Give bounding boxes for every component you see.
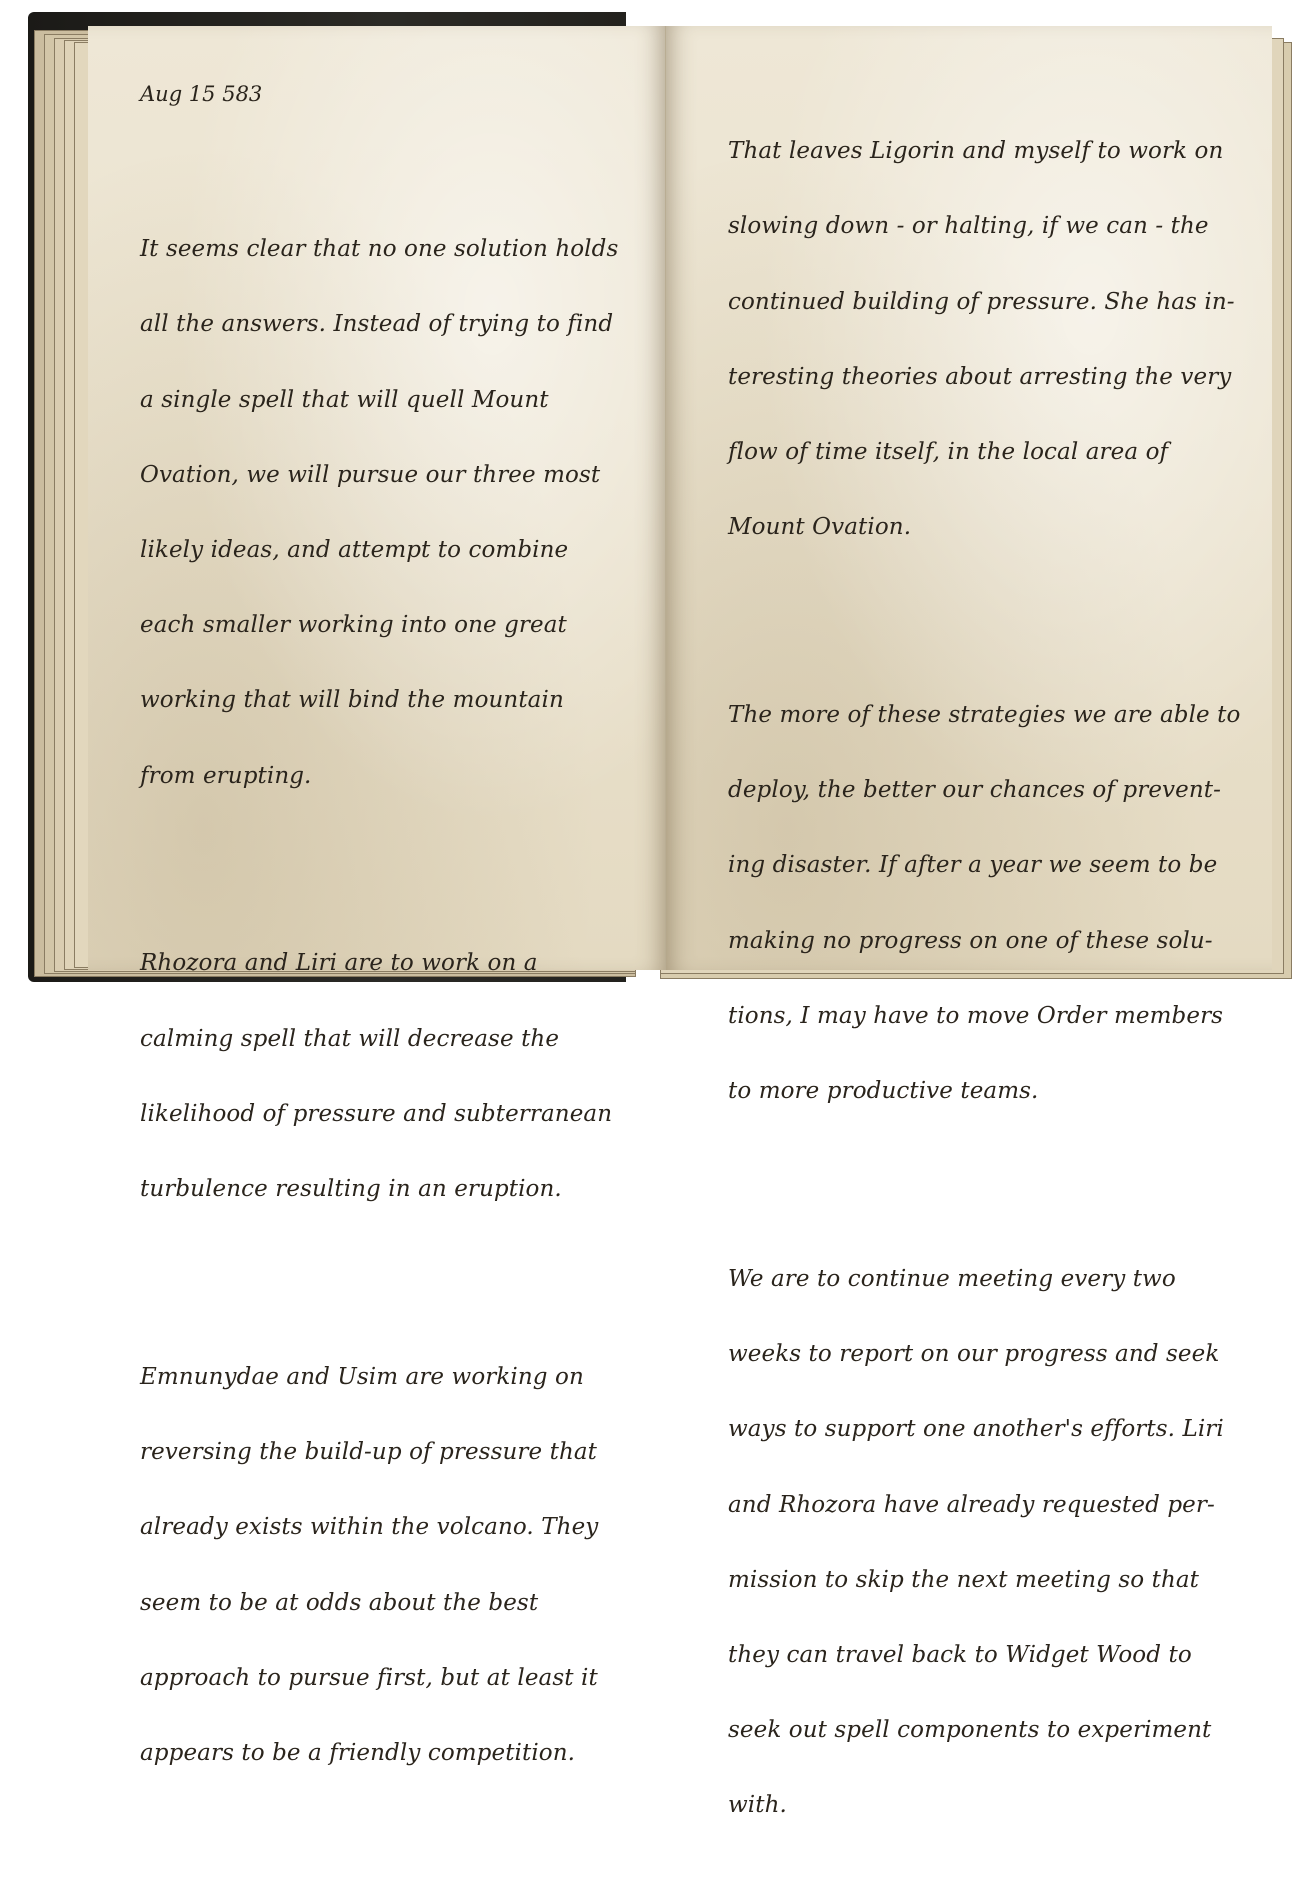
journal-date: Aug 15 583 [140, 82, 263, 106]
paragraph [728, 660, 1240, 1149]
text-line: they can travel back to Widget Wood to [728, 1641, 1192, 1668]
text-line: reversing the build-up of pressure that [140, 1439, 598, 1466]
paragraph [140, 908, 618, 1246]
text-line: flow of time itself, in the local area of [728, 438, 1169, 465]
paragraph [728, 96, 1240, 585]
text-line: turbulence resulting in an eruption. [140, 1176, 562, 1203]
text-line: ing disaster. If after a year we seem to be [728, 852, 1218, 879]
text-line: Mount Ovation. [728, 514, 912, 541]
text-line: tions, I may have to move Order members [728, 1002, 1224, 1029]
text-line: approach to pursue first, but at least it [140, 1664, 598, 1691]
text-line: mission to skip the next meeting so that [728, 1566, 1200, 1593]
text-line: likely ideas, and attempt to combine [140, 536, 569, 563]
text-line: all the answers. Instead of trying to find [140, 311, 614, 338]
text-line: seem to be at odds about the best [140, 1589, 539, 1616]
paragraph [728, 1223, 1240, 1862]
text-line: It seems clear that no one solution holds [140, 236, 619, 263]
text-line: already exists within the volcano. They [140, 1514, 599, 1541]
text-line: and Rhozora have already requested per- [728, 1491, 1215, 1518]
text-line: making no progress on one of these solu- [728, 927, 1213, 954]
right-page [666, 26, 1272, 1819]
text-line: That leaves Ligorin and myself to work on [728, 138, 1224, 165]
text-line: slowing down - or halting, if we can - the [728, 213, 1209, 240]
paragraph [140, 1321, 618, 1810]
text-line: teresting theories about arresting the very [728, 363, 1232, 390]
text-line: continued building of pressure. She has in- [728, 288, 1235, 315]
text-line: We are to continue meeting every two [728, 1266, 1176, 1292]
text-line: calming spell that will decrease the [140, 1025, 560, 1052]
text-line: working that will bind the mountain [140, 687, 564, 714]
text-line: likelihood of pressure and subterranean [140, 1100, 613, 1127]
text-line: The more of these strategies we are able to [728, 702, 1241, 729]
text-line: appears to be a friendly competition. [140, 1739, 576, 1766]
right-page-text [728, 58, 1240, 1900]
text-line: from erupting. [140, 762, 312, 789]
text-line: Ovation, we will pursue our three most [140, 461, 601, 488]
text-line: Rhozora and Liri are to work on a [140, 950, 538, 977]
paragraph [140, 194, 618, 833]
left-page [88, 26, 666, 1766]
text-line: each smaller working into one great [140, 612, 567, 639]
text-line: weeks to report on our progress and seek [728, 1341, 1220, 1368]
text-line: ways to support one another's efforts. Liri [728, 1416, 1224, 1443]
text-line: Emnunydae and Usim are working on [140, 1364, 584, 1390]
text-line: with. [728, 1792, 787, 1819]
text-line: seek out spell components to experiment [728, 1717, 1212, 1744]
left-page-text [140, 156, 618, 1848]
text-line: to more productive teams. [728, 1078, 1039, 1105]
text-line: deploy, the better our chances of prevent- [728, 777, 1221, 804]
text-line: a single spell that will quell Mount [140, 386, 549, 413]
